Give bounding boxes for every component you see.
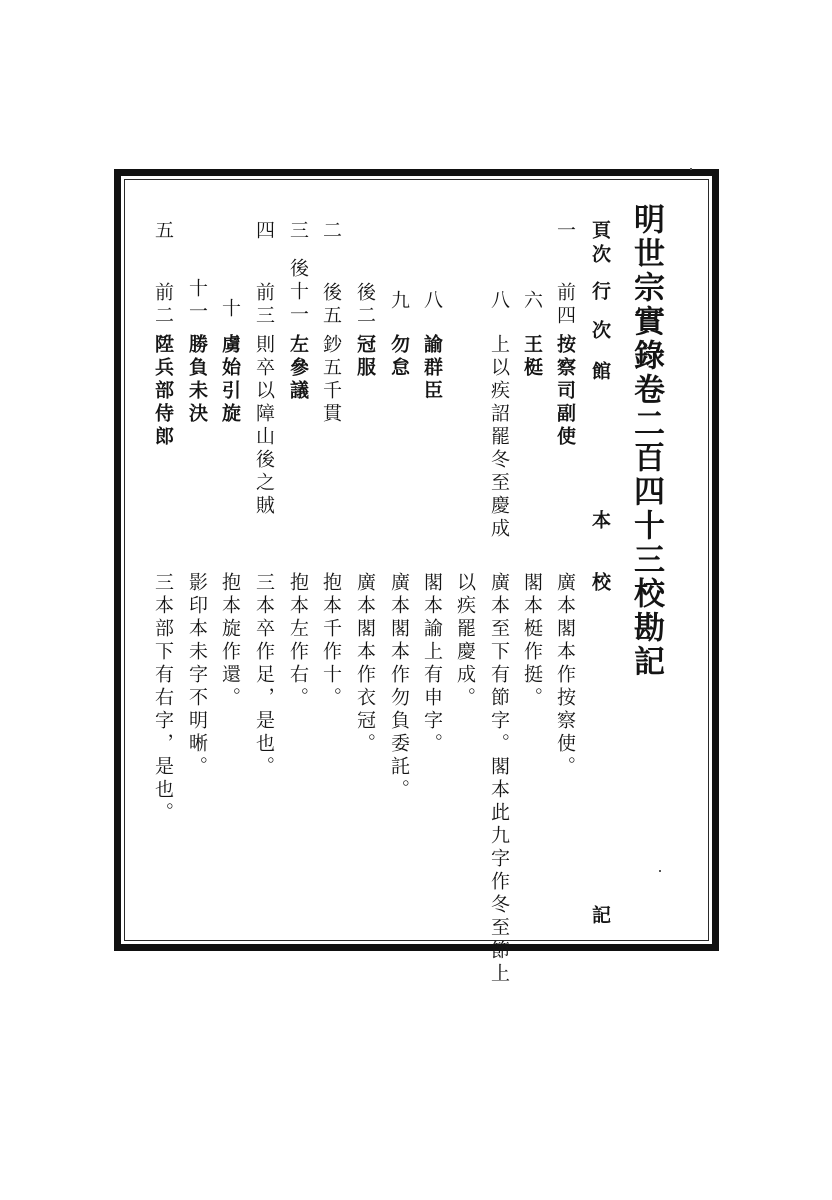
entry-6-note: 廣本閣本作衣冠。 [354, 572, 376, 756]
entry-11-text: 勝負未決 [186, 334, 208, 426]
entry-1-page: 一 [554, 220, 576, 243]
entry-4-note: 閣本諭上有申字。 [421, 572, 443, 756]
entry-2-note: 閣本梃作挺。 [521, 572, 543, 710]
entry-6-line: 後二 [354, 282, 376, 328]
entry-8-line: 後十一 [287, 258, 309, 327]
entry-7-line: 後五 [320, 282, 342, 328]
entry-4-text: 諭群臣 [421, 334, 443, 403]
scan-speck [659, 870, 661, 872]
entry-7-note: 抱本千作十。 [320, 572, 342, 710]
header-page-label: 頁 [589, 220, 611, 243]
entry-5-line: 九 [388, 290, 410, 313]
entry-10-note: 抱本旋作還。 [219, 572, 241, 710]
entry-5-text: 勿怠 [388, 334, 410, 380]
entry-4-line: 八 [421, 290, 443, 313]
entry-8-note: 抱本左作右。 [287, 572, 309, 710]
entry-8-page: 三 [287, 220, 309, 243]
document-title: 明世宗實錄卷二百四十三校勘記 [628, 203, 664, 679]
header-guan-label: 館 [589, 361, 611, 384]
entry-7-page: 二 [320, 220, 342, 243]
entry-3-text: 上以疾詔罷冬至慶成 [488, 334, 510, 541]
scan-speck [690, 168, 692, 170]
entry-1-text: 按察司副使 [554, 334, 576, 449]
header-page-order-label: 次 [589, 244, 611, 267]
entry-10-line: 十 [219, 298, 241, 321]
entry-3-line: 八 [488, 290, 510, 313]
header-ji-label: 記 [589, 905, 611, 928]
entry-9-text: 則卒以障山後之賊 [253, 334, 275, 518]
entry-7-text: 鈔五千貫 [320, 334, 342, 426]
entry-5-note: 廣本閣本作勿負委託。 [388, 572, 410, 802]
entry-6-text: 冠服 [354, 334, 376, 380]
entry-11-line: 十一 [186, 278, 208, 324]
header-line-order-label: 次 [589, 320, 611, 343]
entry-12-line: 前二 [152, 282, 174, 328]
entry-12-note: 三本部下有右字，是也。 [152, 572, 174, 825]
entry-1-note: 廣本閣本作按察使。 [554, 572, 576, 779]
entry-1-line: 前四 [554, 282, 576, 328]
entry-3-note-continued: 以疾罷慶成。 [454, 572, 476, 710]
header-line-label: 行 [589, 281, 611, 304]
entry-9-line: 前三 [253, 282, 275, 328]
entry-9-page: 四 [253, 220, 275, 243]
entry-2-line: 六 [521, 290, 543, 313]
entry-12-text: 陞兵部侍郎 [152, 334, 174, 449]
entry-10-text: 虜始引旋 [219, 334, 241, 426]
entry-2-text: 王梃 [521, 334, 543, 380]
entry-12-page: 五 [152, 220, 174, 243]
page-border-inner-line [124, 179, 709, 941]
entry-8-text: 左參議 [287, 334, 309, 403]
entry-11-note: 影印本未字不明晰。 [186, 572, 208, 779]
header-ben-label: 本 [589, 510, 611, 533]
entry-9-note: 三本卒作足，是也。 [253, 572, 275, 779]
entry-3-note: 廣本至下有節字。閣本此九字作冬至節上 [488, 572, 510, 986]
header-jiao-label: 校 [589, 572, 611, 595]
